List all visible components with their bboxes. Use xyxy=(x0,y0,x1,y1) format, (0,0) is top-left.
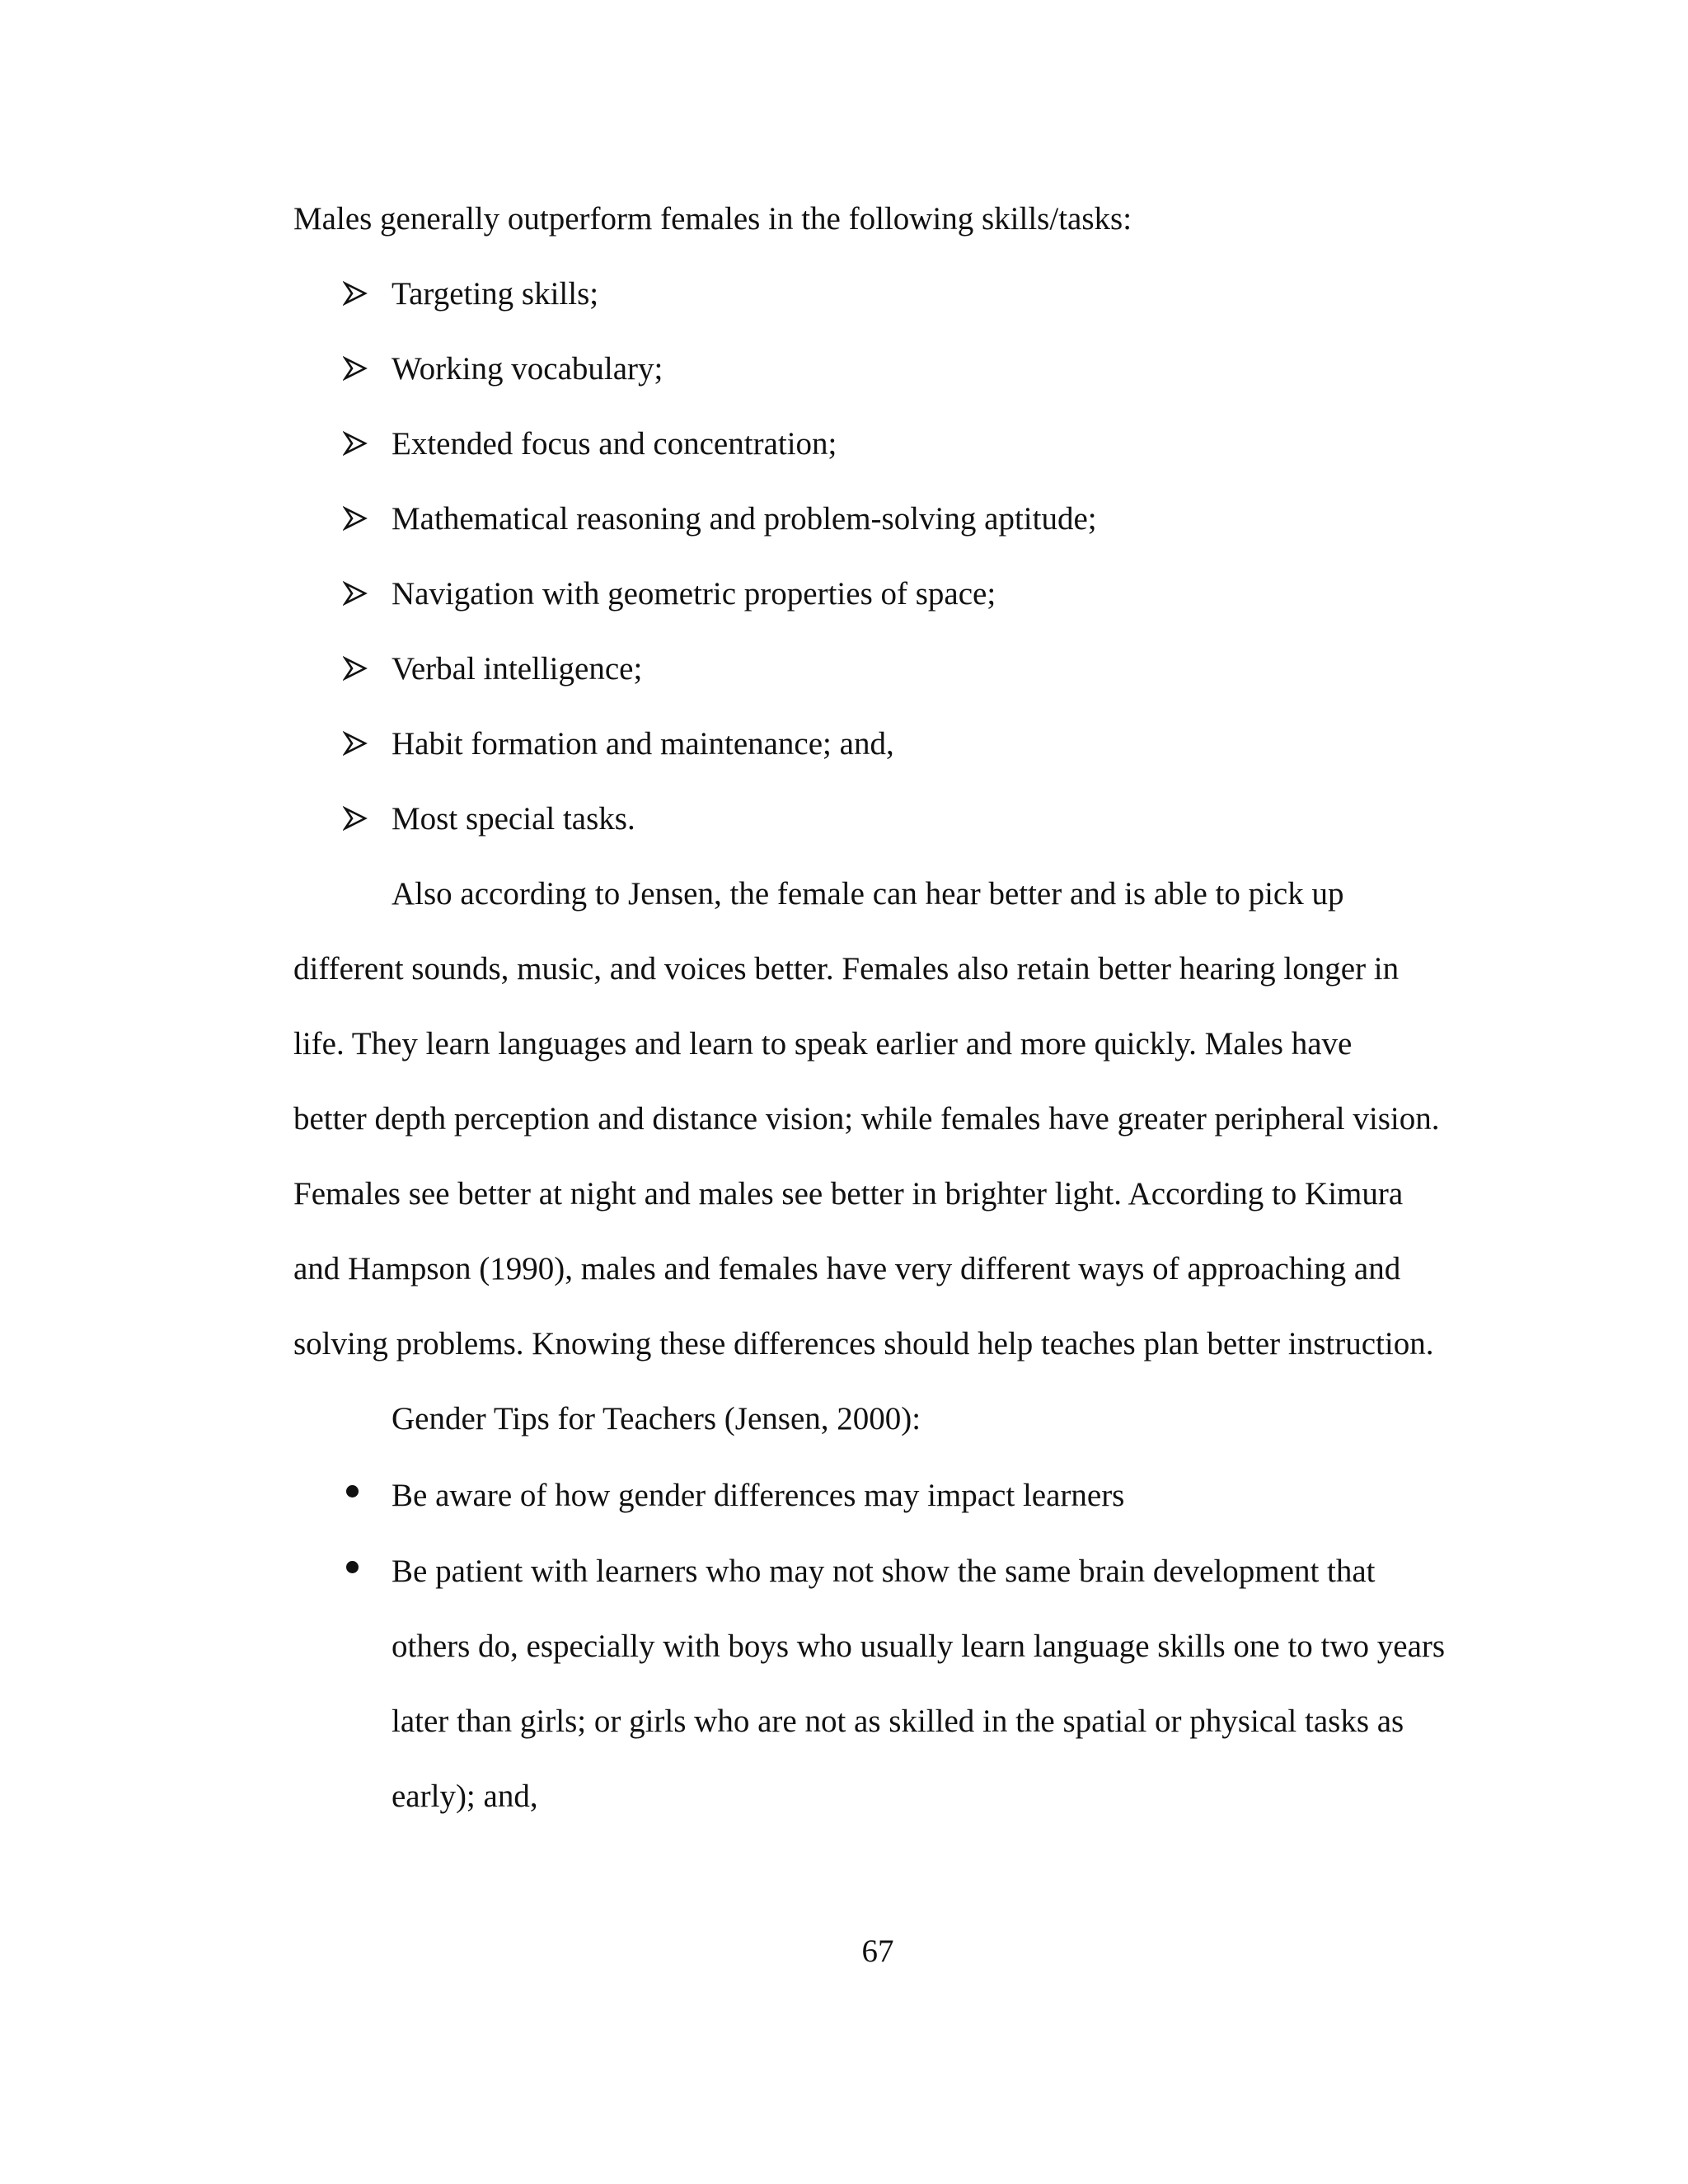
arrow-bullet-icon xyxy=(343,731,368,756)
arrow-bullet-icon xyxy=(343,431,368,456)
page-number: 67 xyxy=(861,1933,894,1969)
list-item: Targeting skills; xyxy=(392,276,599,312)
bullet-dot-icon xyxy=(346,1561,359,1573)
list-item: Extended focus and concentration; xyxy=(392,426,837,462)
list-item: Be patient with learners who may not show the same brain development that xyxy=(392,1554,1376,1589)
list-item: Mathematical reasoning and problem-solving aptitude; xyxy=(392,501,1097,537)
intro-sentence: Males generally outperform females in the following skills/tasks: xyxy=(293,201,1132,237)
list-item: Habit formation and maintenance; and, xyxy=(392,726,894,762)
paragraph-line: Females see better at night and males see better in brighter light. According to Kimura xyxy=(293,1176,1404,1212)
list-item: Working vocabulary; xyxy=(392,351,663,387)
arrow-bullet-icon xyxy=(343,281,368,306)
list-item-continuation: early); and, xyxy=(392,1779,538,1814)
list-item: Most special tasks. xyxy=(392,801,635,837)
bullet-dot-icon xyxy=(346,1485,359,1497)
paragraph-line: Also according to Jensen, the female can hear better and is able to pick up xyxy=(392,876,1344,912)
arrow-bullet-icon xyxy=(343,356,368,381)
paragraph-line: life. They learn languages and learn to speak earlier and more quickly. Males have xyxy=(293,1026,1353,1062)
paragraph-line: and Hampson (1990), males and females have very different ways of approaching and xyxy=(293,1251,1401,1286)
paragraph-line: better depth perception and distance vision; while females have greater peripheral vision. xyxy=(293,1101,1440,1137)
list-item: Verbal intelligence; xyxy=(392,651,643,687)
list-item: Be aware of how gender differences may impact learners xyxy=(392,1478,1125,1513)
arrow-bullet-icon xyxy=(343,656,368,681)
arrow-bullet-icon xyxy=(343,806,368,831)
arrow-bullet-icon xyxy=(343,581,368,606)
list-item-continuation: later than girls; or girls who are not as skilled in the spatial or physical tasks as xyxy=(392,1704,1404,1739)
paragraph-line: different sounds, music, and voices better. Females also retain better hearing longer in xyxy=(293,951,1400,987)
tips-heading: Gender Tips for Teachers (Jensen, 2000): xyxy=(392,1401,921,1436)
paragraph-line: solving problems. Knowing these differences should help teaches plan better instruction. xyxy=(293,1326,1434,1361)
list-item: Navigation with geometric properties of space; xyxy=(392,576,996,612)
list-item-continuation: others do, especially with boys who usually learn language skills one to two years xyxy=(392,1629,1446,1664)
arrow-bullet-icon xyxy=(343,506,368,531)
